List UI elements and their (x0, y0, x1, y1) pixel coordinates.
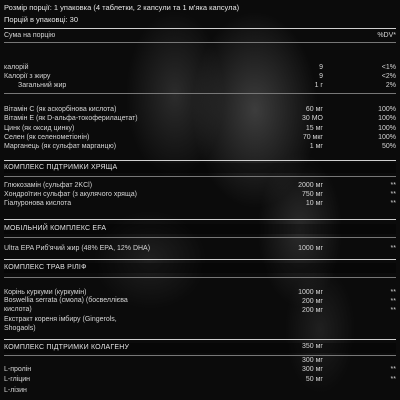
dv-label: %DV* (377, 32, 396, 39)
table-row: Вітамін Е (як D-альфа-токоферилацетат) 30 МО 100% (4, 115, 396, 122)
table-header (4, 31, 396, 40)
divider (4, 277, 396, 278)
table-row: Вітамін С (як аскорбінова кислота) 60 мг 100% (4, 106, 396, 113)
table-row: L-пролін 300 мг ** (4, 366, 396, 373)
divider (4, 176, 396, 177)
table-row: 350 мг (302, 343, 323, 350)
table-row: калорій 9 <1% (4, 64, 396, 71)
table-row: Хондроїтин сульфат (з акулячого хряща) 750 мг ** (4, 191, 396, 198)
divider (4, 42, 396, 43)
divider (4, 219, 396, 220)
table-row: Ultra EPA Риб'ячий жир (48% EPA, 12% DHA) 1000 мг ** (4, 245, 396, 252)
table-row: Корінь куркуми (куркумін) 1000 мг ** (4, 289, 396, 296)
table-row: Гіалуронова кислота 10 мг ** (4, 200, 396, 207)
table-row: Boswellia serrata (смола) (босвеллієва кислота) 200 мг ** (4, 297, 396, 313)
section-title-herbs: КОМПЛЕКС ТРАВ РІЛІФ (4, 263, 396, 273)
table-row: Екстракт кореня імбиру (Gingerols, Shogaols) (4, 316, 117, 332)
table-row: L-лізин (4, 387, 27, 394)
table-row: Селен (як селенометіонін) 70 мкг 100% (4, 134, 396, 141)
divider (4, 259, 396, 260)
table-row: 300 мг (302, 357, 323, 364)
divider (4, 339, 396, 340)
servings-per-pack: Порцій в упаковці: 30 (4, 15, 79, 24)
serving-size: Розмір порції: 1 упаковка (4 таблетки, 2 капсули та 1 м'яка капсула) (4, 3, 240, 12)
divider (4, 93, 396, 94)
section-title-efa: МОБІЛЬНИЙ КОМПЛЕКС EFA (4, 224, 396, 234)
table-row: Глюкозамін (сульфат 2KCl) 2000 мг ** (4, 182, 396, 189)
section-title-joint: КОМПЛЕКС ПІДТРИМКИ ХРЯЩА (4, 163, 396, 173)
divider (4, 237, 396, 238)
divider (4, 28, 396, 29)
divider (4, 160, 396, 161)
table-row: Загальний жир 1 г 2% (18, 82, 396, 89)
table-row: 200 мг ** (302, 307, 396, 314)
table-row: L-гліцин 50 мг ** (4, 376, 396, 383)
table-row: Марганець (як сульфат марганцю) 1 мг 50% (4, 143, 396, 150)
section-title-collagen: КОМПЛЕКС ПІДТРИМКИ КОЛАГЕНУ (4, 343, 396, 353)
table-row: Цинк (як оксид цинку) 15 мг 100% (4, 125, 396, 132)
amount-label: Сума на порцію (4, 32, 56, 39)
table-row: Калорії з жиру 9 <2% (4, 73, 396, 80)
